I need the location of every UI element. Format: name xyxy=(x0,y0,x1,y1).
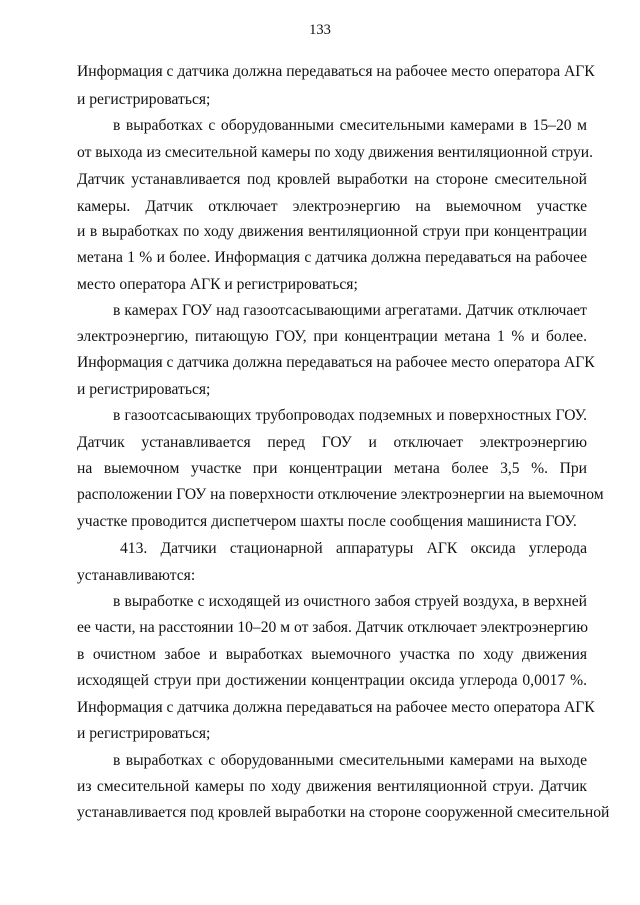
text-line: в очистном забое и выработках выемочного участка по ходу движения xyxy=(77,646,587,663)
text-line: и регистрироваться; xyxy=(77,91,211,108)
text-line: место оператора АГК и регистрироваться; xyxy=(77,276,358,293)
text-line: и регистрироваться; xyxy=(77,725,211,742)
text-line: Информация с датчика должна передаваться на рабочее место оператора АГК xyxy=(77,63,595,80)
text-line: в камерах ГОУ над газоотсасывающими агрегатами. Датчик отключает xyxy=(113,302,587,319)
text-line: в выработках с оборудованными смесительными камерами в 15–20 м xyxy=(113,117,587,134)
text-line: электроэнергию, питающую ГОУ, при концентрации метана 1 % и более. xyxy=(77,328,587,345)
text-line: в выработках с оборудованными смесительными камерами на выходе xyxy=(113,752,587,769)
page-number: 133 xyxy=(309,22,331,38)
text-line: в газоотсасывающих трубопроводах подземных и поверхностных ГОУ. xyxy=(113,407,587,424)
text-line: ее части, на расстоянии 10–20 м от забоя. Датчик отключает электроэнергию xyxy=(77,619,589,636)
text-line: и регистрироваться; xyxy=(77,381,211,398)
text-line: в выработке с исходящей из очистного забоя струей воздуха, в верхней xyxy=(113,593,587,610)
text-line: Датчик устанавливается перед ГОУ и отключает электроэнергию xyxy=(77,434,587,451)
text-line: исходящей струи при достижении концентрации оксида углерода 0,0017 %. xyxy=(77,672,587,689)
text-line: и в выработках по ходу движения вентиляционной струи при концентрации xyxy=(77,223,587,240)
text-line: устанавливаются: xyxy=(77,567,196,584)
text-line: устанавливается под кровлей выработки на стороне сооруженной смесительной xyxy=(77,804,610,821)
text-line: Информация с датчика должна передаваться на рабочее место оператора АГК xyxy=(77,354,595,371)
text-line: Датчик устанавливается под кровлей выработки на стороне смесительной xyxy=(77,171,587,188)
text-line: Информация с датчика должна передаваться на рабочее место оператора АГК xyxy=(77,699,595,716)
text-line: камеры. Датчик отключает электроэнергию на выемочном участке xyxy=(77,198,587,215)
text-line: на выемочном участке при концентрации метана более 3,5 %. При xyxy=(77,460,587,477)
text-line: из смесительной камеры по ходу движения вентиляционной струи. Датчик xyxy=(77,778,587,795)
text-line: расположении ГОУ на поверхности отключение электроэнергии на выемочном xyxy=(77,486,604,503)
text-line: участке проводится диспетчером шахты после сообщения машиниста ГОУ. xyxy=(77,513,577,530)
text-line: метана 1 % и более. Информация с датчика должна передаваться на рабочее xyxy=(77,249,587,266)
text-line: от выхода из смесительной камеры по ходу движения вентиляционной струи. xyxy=(77,144,593,161)
text-line: 413. Датчики стационарной аппаратуры АГК оксида углерода xyxy=(120,540,587,557)
